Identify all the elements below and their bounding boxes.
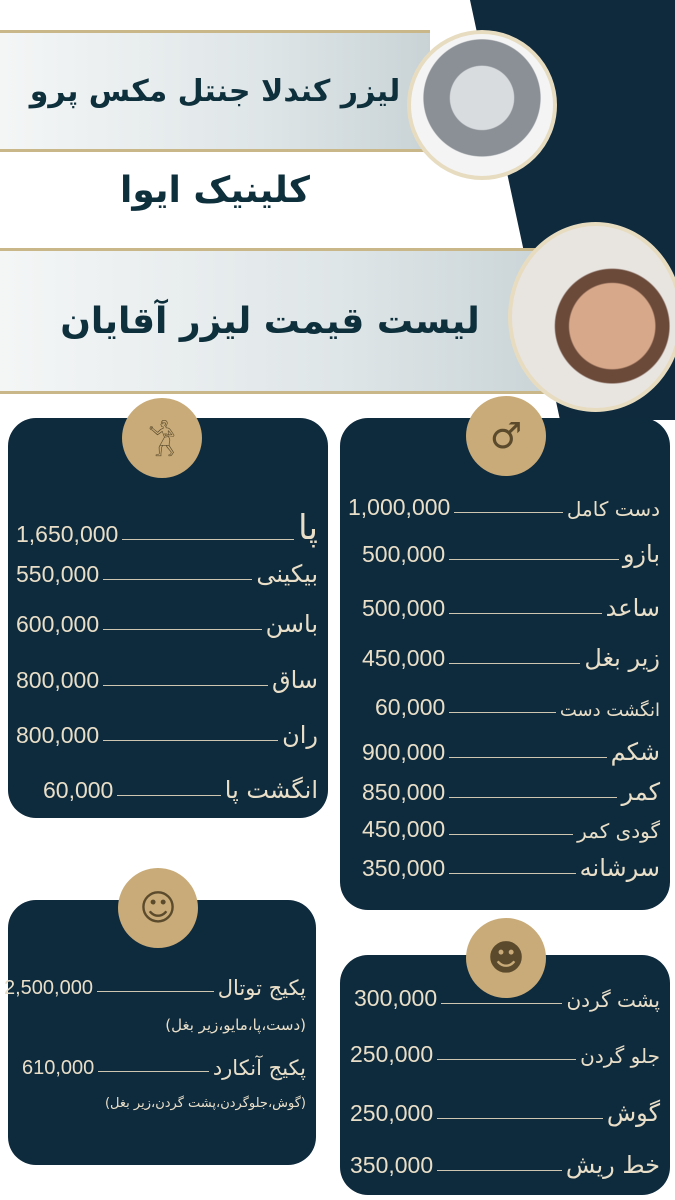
- item-label: شکم: [610, 738, 660, 766]
- leader-line: [454, 512, 563, 513]
- item-price: 550,000: [16, 561, 100, 587]
- leader-line: [449, 712, 555, 713]
- price-row: [22, 1056, 306, 1080]
- leader-line: [449, 757, 607, 758]
- leader-line: [437, 1059, 576, 1060]
- price-row: [362, 854, 660, 882]
- leader-line: [103, 579, 252, 580]
- leader-line: [449, 663, 580, 664]
- item-price: 300,000: [354, 985, 438, 1011]
- price-row: [375, 694, 660, 721]
- price-row: [43, 776, 318, 804]
- leader-line: [103, 740, 278, 741]
- item-label: پا: [298, 508, 318, 548]
- leader-line: [449, 559, 619, 560]
- price-row: [362, 778, 660, 806]
- title-banner: [0, 248, 560, 394]
- package-label: پکیج آنکارد: [212, 1056, 306, 1080]
- item-label: انگشت دست: [559, 700, 660, 721]
- item-label: انگشت پا: [224, 776, 318, 804]
- leader-line: [103, 685, 268, 686]
- treatment-photo: [508, 222, 675, 412]
- price-row: [348, 494, 660, 521]
- torso-icon: ♂: [466, 396, 546, 476]
- price-row: [350, 1099, 660, 1127]
- page-title: لیست قیمت لیزر آقایان: [60, 300, 480, 342]
- item-label: گوش: [606, 1099, 660, 1127]
- price-row: [4, 976, 306, 1000]
- item-label: جلو گردن: [580, 1044, 660, 1068]
- item-label: کمر: [621, 778, 660, 806]
- item-price: 900,000: [362, 739, 446, 765]
- price-row: [16, 508, 318, 548]
- leader-line: [97, 991, 214, 992]
- leader-line: [437, 1118, 603, 1119]
- package-note: (گوش،جلوگردن،پشت گردن،زیر بغل): [104, 1096, 306, 1111]
- item-price: 250,000: [350, 1041, 434, 1067]
- price-row: [350, 1041, 660, 1068]
- item-price: 450,000: [362, 816, 446, 842]
- item-label: پشت گردن: [566, 988, 660, 1012]
- price-row: [16, 560, 318, 588]
- item-price: 500,000: [362, 541, 446, 567]
- item-label: دست کامل: [566, 497, 660, 521]
- item-label: گودی کمر: [577, 819, 660, 843]
- price-row: [362, 594, 660, 622]
- package-price: 2,500,000: [4, 977, 93, 999]
- price-row: [362, 540, 660, 568]
- leader-line: [449, 797, 617, 798]
- body-price-card: [340, 418, 670, 910]
- item-label: ساق: [271, 666, 318, 694]
- legs-price-card: [8, 418, 328, 818]
- item-label: بازو: [622, 540, 660, 568]
- item-label: بیکینی: [256, 560, 318, 588]
- item-price: 350,000: [350, 1152, 434, 1178]
- device-title: لیزر کندلا جنتل مکس پرو: [29, 73, 401, 109]
- leg-icon: 𓀟: [122, 398, 202, 478]
- leader-line: [449, 873, 576, 874]
- leader-line: [449, 613, 602, 614]
- item-price: 450,000: [362, 645, 446, 671]
- price-row: [16, 666, 318, 694]
- leader-line: [441, 1003, 562, 1004]
- item-price: 1,000,000: [348, 494, 451, 520]
- leader-line: [449, 834, 573, 835]
- item-price: 350,000: [362, 855, 446, 881]
- package-label: پکیج توتال: [217, 976, 306, 1000]
- leader-line: [117, 795, 220, 796]
- body-icon: ☺: [118, 868, 198, 948]
- price-row: [362, 644, 660, 672]
- item-label: زیر بغل: [584, 644, 660, 672]
- item-price: 500,000: [362, 595, 446, 621]
- item-label: ساعد: [605, 594, 660, 622]
- item-label: باسن: [265, 610, 318, 638]
- price-row: [362, 816, 660, 843]
- package-note: (دست،پا،مایو،زیر بغل): [165, 1016, 306, 1034]
- price-row: [16, 610, 318, 638]
- item-price: 850,000: [362, 779, 446, 805]
- laser-machine-image: [407, 30, 557, 180]
- item-label: سرشانه: [579, 854, 660, 882]
- leader-line: [103, 629, 261, 630]
- item-price: 250,000: [350, 1100, 434, 1126]
- item-price: 800,000: [16, 722, 100, 748]
- leader-line: [437, 1170, 562, 1171]
- item-price: 60,000: [43, 777, 114, 803]
- leader-line: [122, 539, 294, 540]
- item-price: 800,000: [16, 667, 100, 693]
- device-banner: [0, 30, 430, 152]
- item-price: 1,650,000: [16, 521, 119, 547]
- item-label: خط ریش: [565, 1151, 660, 1179]
- item-price: 60,000: [375, 694, 446, 720]
- price-row: [16, 721, 318, 749]
- package-price: 610,000: [22, 1057, 95, 1079]
- leader-line: [98, 1071, 209, 1072]
- item-price: 600,000: [16, 611, 100, 637]
- face-icon: ☻: [466, 918, 546, 998]
- item-label: ران: [282, 721, 318, 749]
- price-row: [350, 1151, 660, 1179]
- clinic-name: کلینیک ایوا: [120, 170, 310, 211]
- price-row: [362, 738, 660, 766]
